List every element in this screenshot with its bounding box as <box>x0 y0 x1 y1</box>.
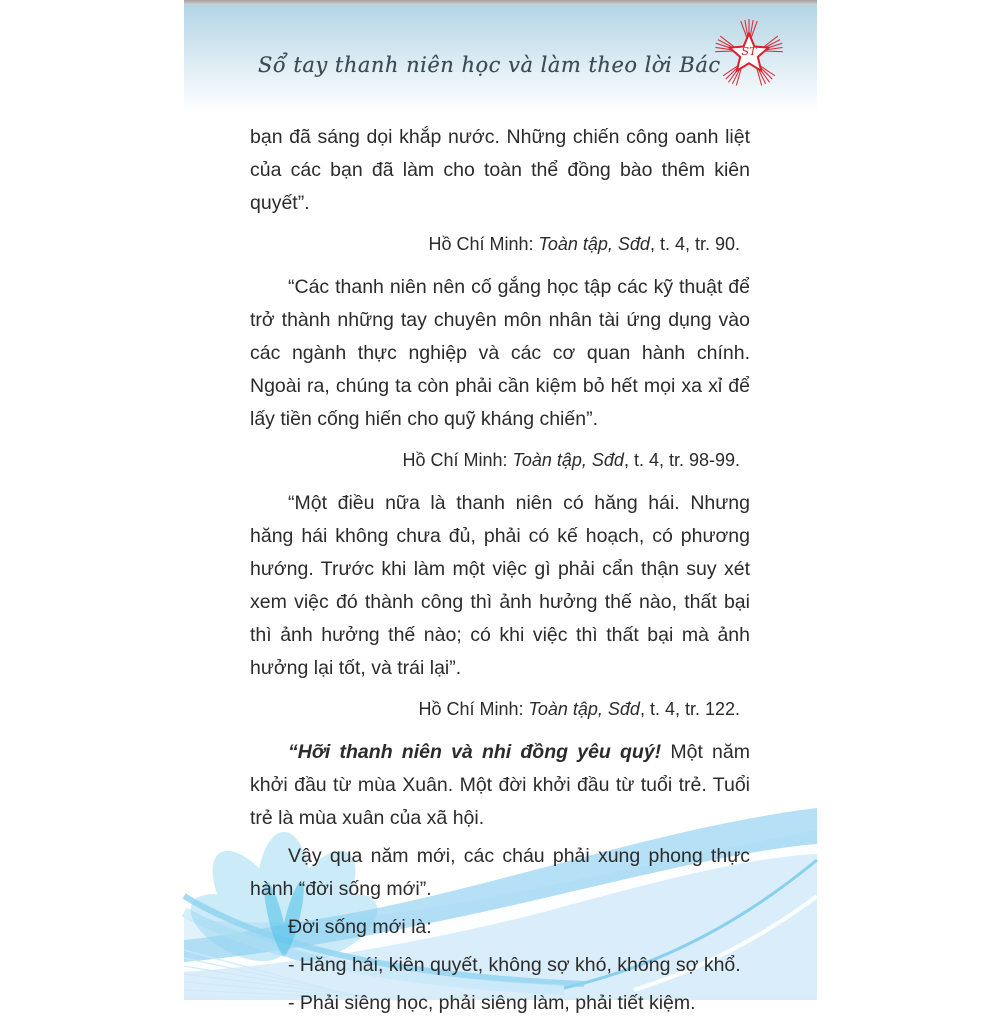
list-line: - Phải siêng học, phải siêng làm, phải tiết kiệm. <box>288 992 696 1014</box>
logo-monogram: ST <box>741 45 757 59</box>
citation-author: Hồ Chí Minh: <box>402 450 513 470</box>
quote-rest: Một năm khởi đầu từ mùa Xuân. Một đời khởi đầu từ tuổi trẻ. Tuổi trẻ là mùa xuân của xã hội. <box>250 741 750 829</box>
citation <box>250 691 740 727</box>
citation-detail: , t. 4, tr. 90. <box>649 234 740 254</box>
citation <box>250 442 740 478</box>
citation-detail: , t. 4, tr. 122. <box>639 699 740 719</box>
quote-paragraph: “Các thanh niên nên cố gắng học tập các kỹ thuật để trở thành những tay chuyên môn nhân tài ứng dụng vào các ngành thực nghiệp và các cơ quan hành chính. Ngoài ra, chúng ta còn phải cần kiệm bỏ hết mọi xa xỉ để lấy tiền cống hiến cho quỹ kháng chiến”. <box>250 276 750 430</box>
quote-paragraph <box>250 736 750 835</box>
body-paragraph: Đời sống mới là: <box>288 916 432 938</box>
quote-paragraph: “Một điều nữa là thanh niên có hăng hái. Nhưng hăng hái không chưa đủ, phải có kế hoạch, có phương hướng. Trước khi làm một việc gì phải cẩn thận suy xét xem việc đó thành công thì ảnh hưởng thế nào, thất bại thì ảnh hưởng thế nào; có khi việc thì thất bại mà ảnh hưởng lại tốt, và trái lại”. <box>250 492 750 679</box>
quote-lead-italic: “Hỡi thanh niên và nhi đồng yêu quý! <box>288 741 662 763</box>
body-paragraph: Vậy qua năm mới, các cháu phải xung phong thực hành “đời sống mới”. <box>250 845 750 900</box>
citation <box>250 226 740 262</box>
page-body <box>250 121 750 1020</box>
publisher-star-logo <box>713 17 785 89</box>
book-page <box>184 0 817 1014</box>
list-line: - Hăng hái, kiên quyết, không sợ khó, không sợ khổ. <box>288 954 741 976</box>
citation-author: Hồ Chí Minh: <box>418 699 529 719</box>
quote-continuation: bạn đã sáng dọi khắp nước. Những chiến công oanh liệt của các bạn đã làm cho toàn thể đồng bào thêm kiên quyết”. <box>250 126 750 214</box>
citation-author: Hồ Chí Minh: <box>428 234 539 254</box>
running-head-title: Sổ tay thanh niên học và làm theo lời Bác <box>258 53 721 77</box>
citation-source: Toàn tập, Sđd <box>512 450 624 470</box>
citation-detail: , t. 4, tr. 98-99. <box>623 450 740 470</box>
citation-source: Toàn tập, Sđd <box>538 234 650 254</box>
page-header <box>184 5 817 115</box>
citation-source: Toàn tập, Sđd <box>528 699 640 719</box>
